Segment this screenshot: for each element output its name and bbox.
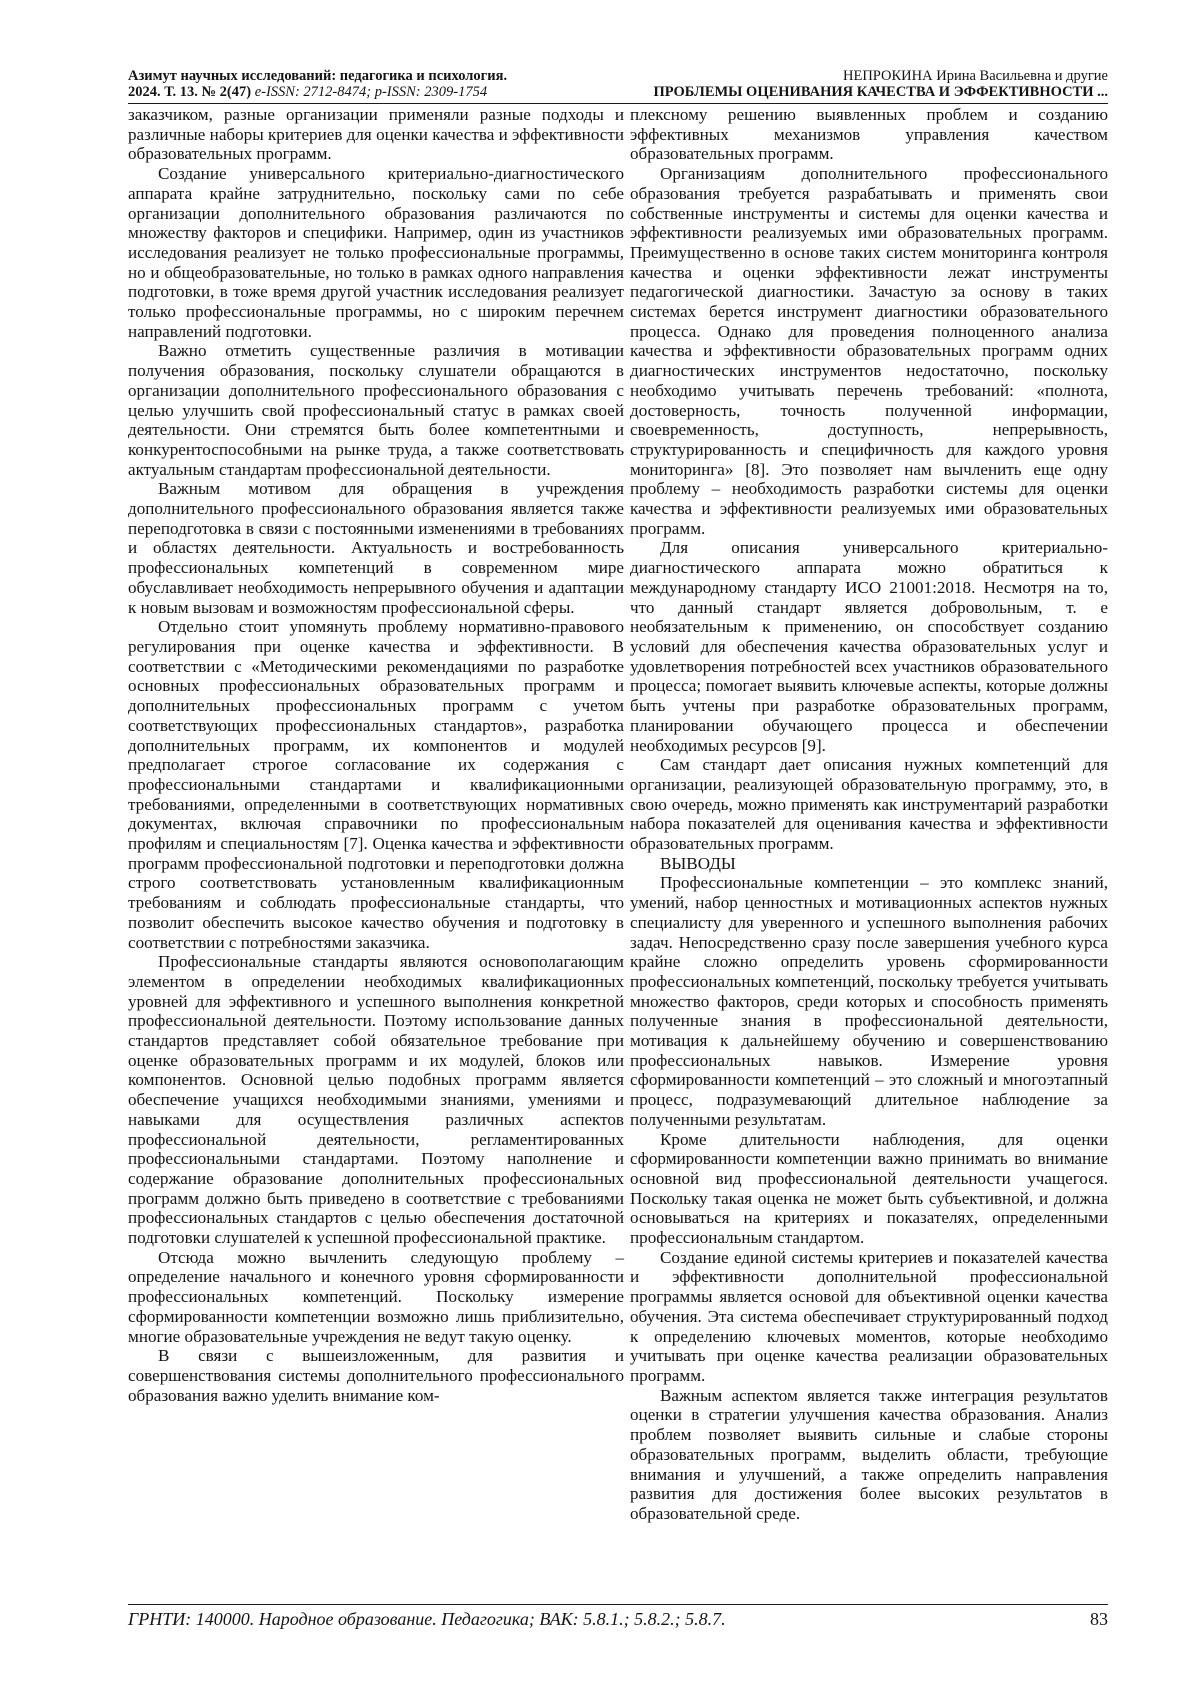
paragraph: Организациям дополнительного профессионального образования требуется разрабатывать и применять свои собственные инструменты и системы для оценки качества и эффективности реализуемых ими образовательных программ. Преимущественно в основе таких систем мониторинга контроля качества и оценки эффективности лежат инструменты педагогической диагностики. Зачастую за основу в таких системах берется инструмент диагностики образовательного процесса. Однако для проведения полноценного анализа качества и эффективности образовательных программ одних диагностических инструментов недостаточно, поскольку необходимо учитывать перечень требований: «полнота, достоверность, точность полученной информации, своевременность, доступность, непрерывность, структурированность и специфичность для каждого уровня мониторинга» [8]. Это позволяет нам вычленить еще одну проблему – необходимость разработки системы для оценки качества и эффективности реализуемых ими образовательных программ.: [630, 164, 1108, 538]
running-header-journal: [128, 68, 648, 100]
footer-rule: [128, 1604, 1108, 1605]
left-column: [128, 105, 624, 1405]
section-heading-conclusions: ВЫВОДЫ: [660, 853, 736, 873]
header-rule: [128, 103, 1108, 104]
paragraph: Для описания универсального критериально-диагностического аппарата можно обратиться к международному стандарту ИСО 21001:2018. Несмотря на то, что данный стандарт является добровольным, т. е необязательным к применению, он способствует созданию условий для обеспечения качества образовательных услуг и удовлетворения потребностей всех участников образовательного процесса; помогает выявить ключевые аспекты, которые должны быть учтены при разработке образовательных программ, планировании обучающего процесса и обеспечении необходимых ресурсов [9].: [630, 538, 1108, 755]
article-short-title: ПРОБЛЕМЫ ОЦЕНИВАНИЯ КАЧЕСТВА И ЭФФЕКТИВНОСТИ ...: [653, 84, 1108, 100]
journal-issue: [128, 84, 648, 100]
running-header-article: [588, 68, 1108, 100]
page-number: 83: [1090, 1609, 1108, 1629]
paragraph: Сам стандарт дает описания нужных компетенций для организации, реализующей образовательную программу, это, в свою очередь, можно применять как инструментарий разработки набора показателей для оценивания качества и эффективности образовательных программ.: [630, 755, 1108, 854]
paragraph: Кроме длительности наблюдения, для оценки сформированности компетенции важно принимать во внимание основной вид профессиональной деятельности учащегося. Поскольку такая оценка не может быть субъективной, и должна основываться на критериях и показателях, определенными профессиональным стандартом.: [630, 1129, 1108, 1248]
paragraph: Отсюда можно вычленить следующую проблему – определение начального и конечного уровня сформированности профессиональных компетенций. Поскольку измерение сформированности компетенции возможно лишь приблизительно, многие образовательные учреждения не ведут такую оценку.: [128, 1247, 624, 1346]
paragraph: плексному решению выявленных проблем и созданию эффективных механизмов управления качеством образовательных программ.: [630, 105, 1108, 164]
issue-number: 2024. Т. 13. № 2(47): [128, 84, 252, 100]
paragraph: В связи с вышеизложенным, для развития и совершенствования системы дополнительного профессионального образования важно уделить внимание ком-: [128, 1346, 624, 1405]
journal-title: Азимут научных исследований: педагогика и психология.: [128, 68, 508, 84]
right-column: [630, 105, 1108, 1524]
paragraph: Важным аспектом является также интеграция результатов оценки в стратегии улучшения качества образования. Анализ проблем позволяет выявить сильные и слабые стороны образовательных программ, выделить области, требующие внимания и улучшений, а также определить направления развития для достижения более высоких результатов в образовательной среде.: [630, 1385, 1108, 1523]
paragraph: Создание универсального критериально-диагностического аппарата крайне затруднительно, поскольку сами по себе организации дополнительного образования различаются по множеству факторов и специфики. Например, один из участников исследования реализует не только профессиональные программы, но и общеобразовательные, но только в рамках одного направления подготовки, в тоже время другой участник исследования реализует только профессиональные программы, но с широким перечнем направлений подготовки.: [128, 164, 624, 341]
paragraph: Важным мотивом для обращения в учреждения дополнительного профессионального образования является также переподготовка в связи с постоянными изменениями в требованиях и областях деятельности. Актуальность и востребованность профессиональных компетенций в современном мире обуславливает необходимость непрерывного обучения и адаптации к новым вызовам и возможностям профессиональной сферы.: [128, 479, 624, 617]
paragraph: Создание единой системы критериев и показателей качества и эффективности дополнительной профессиональной программы является основой для объективной оценки качества обучения. Эта система обеспечивает структурированный подход к определению ключевых моментов, которые необходимо учитывать при оценке качества реализации образовательных программ.: [630, 1247, 1108, 1385]
footer-classification: ГРНТИ: 140000. Народное образование. Педагогика; ВАК: 5.8.1.; 5.8.2.; 5.8.7.: [128, 1609, 726, 1629]
paragraph: Важно отметить существенные различия в мотивации получения образования, поскольку слушатели обращаются в организации дополнительного профессионального образования с целью улучшить свой профессиональный статус в рамках своей деятельности. Они стремятся быть более компетентными и конкурентоспособными на рынке труда, а также соответствовать актуальным стандартам профессиональной деятельности.: [128, 341, 624, 479]
paragraph: Отдельно стоит упомянуть проблему нормативно-правового регулирования при оценке качества и эффективности. В соответствии с «Методическими рекомендациями по разработке основных профессиональных образовательных программ и дополнительных профессиональных программ с учетом соответствующих профессиональных стандартов», разработка дополнительных программ, их компонентов и модулей предполагает строгое согласование их содержания с профессиональными стандартами и квалификационными требованиями, определенными в соответствующих нормативных документах, включая справочники по профессиональным профилям и специальностям [7]. Оценка качества и эффективности программ профессиональной подготовки и переподготовки должна строго соответствовать установленным квалификационным требованиям и соблюдать профессиональные стандарты, что позволит обеспечить высокое качество обучения и подготовку в соответствии с потребностями заказчика.: [128, 617, 624, 952]
paragraph: Профессиональные компетенции – это комплекс знаний, умений, набор ценностных и мотивационных аспектов нужных специалисту для уверенного и успешного выполнения рабочих задач. Непосредственно сразу после завершения учебного курса крайне сложно определить уровень сформированности профессиональных компетенций, поскольку требуется учитывать множество факторов, среди которых и способность применять полученные знания в профессиональной деятельности, мотивация к дальнейшему обучению и совершенствованию профессиональных навыков. Измерение уровня сформированности компетенций – это сложный и многоэтапный процесс, подразумевающий длительное наблюдение за полученными результатам.: [630, 873, 1108, 1129]
issn: e-ISSN: 2712-8474; p-ISSN: 2309-1754: [254, 84, 488, 100]
paragraph: Профессиональные стандарты являются основополагающим элементом в определении необходимых квалификационных уровней для эффективного и успешного выполнения конкретной профессиональной деятельности. Поэтому использование данных стандартов представляет собой обязательное требование при оценке образовательных программ и их модулей, блоков или компонентов. Основной целью подобных программ является обеспечение учащихся необходимыми знаниями, умениями и навыками для осуществления различных аспектов профессиональной деятельности, регламентированных профессиональными стандартами. Поэтому наполнение и содержание образование дополнительных профессиональных программ должно быть приведено в соответствие с требованиями профессиональных стандартов с целью обеспечения достаточной подготовки слушателей к успешной профессиональной практике.: [128, 952, 624, 1248]
paragraph: заказчиком, разные организации применяли разные подходы и различные наборы критериев для оценки качества и эффективности образовательных программ.: [128, 105, 624, 164]
authors: НЕПРОКИНА Ирина Васильевна и другие: [843, 68, 1108, 84]
